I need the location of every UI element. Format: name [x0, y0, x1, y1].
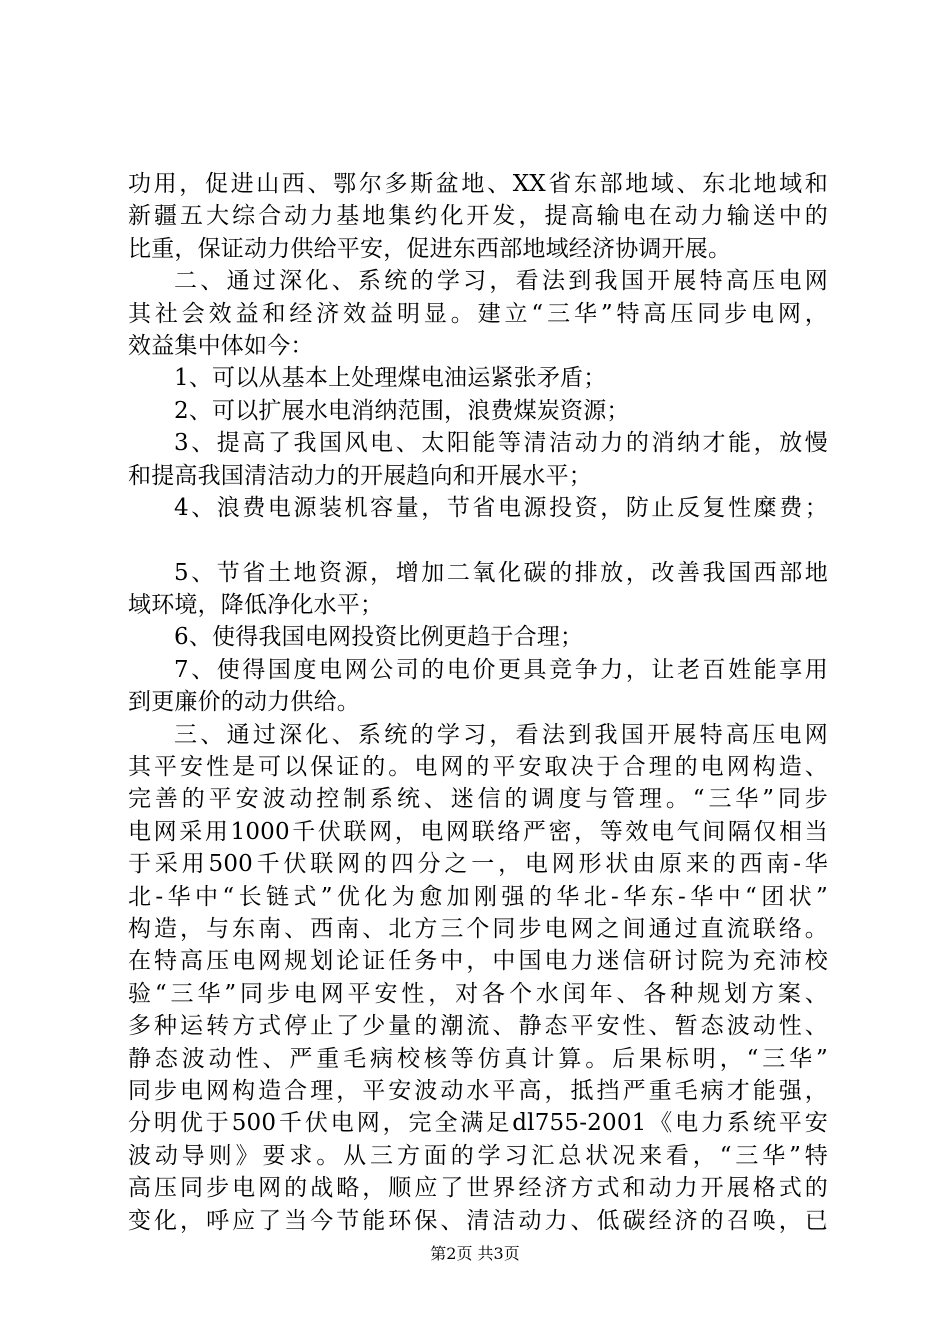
text-line: 完善的平安波动控制系统、迷信的调度与管理。“三华”同步 — [128, 786, 828, 813]
text-line: 于采用500千伏联网的四分之一，电网形状由原来的西南-华 — [128, 851, 828, 878]
text-line: 分明优于500千伏电网，完全满足dl755-2001《电力系统平安 — [128, 1110, 828, 1137]
text-line: 二、通过深化、系统的学习，看法到我国开展特高压电网 — [174, 268, 828, 295]
text-line: 到更廉价的动力供给。 — [128, 689, 360, 716]
text-line: 验“三华”同步电网平安性，对各个水闰年、各种规划方案、 — [128, 980, 828, 1007]
text-line: 在特高压电网规划论证任务中，中国电力迷信研讨院为充沛校 — [128, 948, 828, 975]
text-line: 功用，促进山西、鄂尔多斯盆地、XX省东部地域、东北地域和 — [128, 171, 828, 197]
page-footer: 第2页 共3页 — [430, 1244, 520, 1263]
text-line: 高压同步电网的战略，顺应了世界经济方式和动力开展格式的 — [128, 1175, 828, 1202]
text-line: 波动导则》要求。从三方面的学习汇总状况来看，“三华”特 — [128, 1142, 828, 1169]
text-line: 比重，保证动力供给平安，促进东西部地域经济协调开展。 — [128, 235, 732, 262]
text-line: 5、节省土地资源，增加二氧化碳的排放，改善我国西部地 — [174, 559, 828, 586]
text-line: 变化，呼应了当今节能环保、清洁动力、低碳经济的召唤，已 — [128, 1207, 828, 1234]
text-line: 4、浪费电源装机容量，节省电源投资，防止反复性糜费； — [174, 494, 828, 521]
text-line: 北-华中“长链式”优化为愈加刚强的华北-华东-华中“团状” — [128, 883, 828, 910]
text-line: 多种运转方式停止了少量的潮流、静态平安性、暂态波动性、 — [128, 1013, 828, 1040]
text-line: 2、可以扩展水电消纳范围，浪费煤炭资源； — [174, 397, 630, 424]
text-line: 和提高我国清洁动力的开展趋向和开展水平； — [128, 462, 592, 489]
text-line: 1、可以从基本上处理煤电油运紧张矛盾； — [174, 365, 607, 392]
document-body — [128, 168, 828, 1237]
text-line: 构造，与东南、西南、北方三个同步电网之间通过直流联络。 — [128, 915, 828, 942]
text-line: 其平安性是可以保证的。电网的平安取决于合理的电网构造、 — [128, 754, 828, 781]
text-line: 静态波动性、严重毛病校核等仿真计算。后果标明，“三华” — [128, 1045, 828, 1072]
text-line: 同步电网构造合理，平安波动水平高，抵挡严重毛病才能强， — [128, 1077, 828, 1104]
text-line: 其社会效益和经济效益明显。建立“三华”特高压同步电网， — [128, 300, 828, 327]
text-line: 三、通过深化、系统的学习，看法到我国开展特高压电网 — [174, 721, 828, 748]
text-line: 7、使得国度电网公司的电价更具竞争力，让老百姓能享用 — [174, 656, 828, 683]
text-line: 域环境，降低净化水平； — [128, 592, 384, 619]
text-line: 新疆五大综合动力基地集约化开发，提高输电在动力输送中的 — [128, 203, 828, 230]
text-line: 电网采用1000千伏联网，电网联络严密，等效电气间隔仅相当 — [128, 818, 828, 845]
text-line: 效益集中体如今： — [128, 332, 314, 359]
blank-line — [128, 524, 828, 556]
text-line: 3、提高了我国风电、太阳能等清洁动力的消纳才能，放慢 — [174, 430, 828, 457]
text-line: 6、使得我国电网投资比例更趋于合理； — [174, 624, 584, 651]
